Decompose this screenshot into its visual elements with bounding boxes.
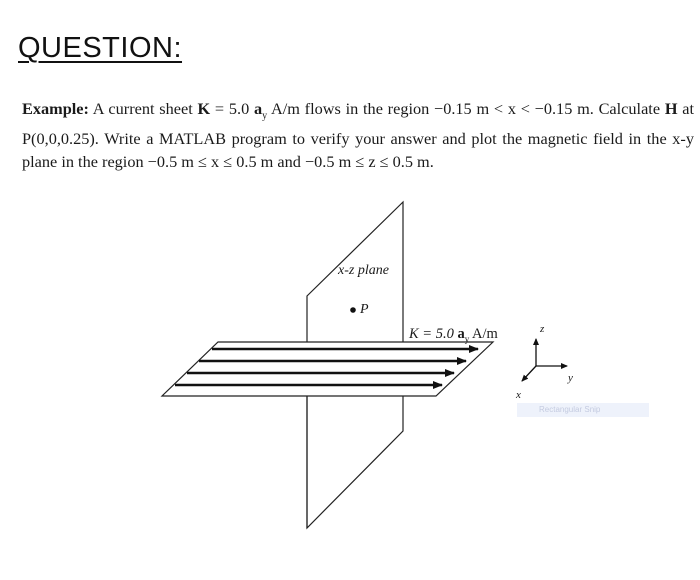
unit-vector-a: a [253,99,263,118]
axis-x-label: x [516,389,521,401]
line1-text-d: at [677,99,694,118]
line1-text-a: A current sheet [88,99,198,118]
sheet-label-unit: A/m [469,326,498,342]
axis-z-label: z [540,323,545,335]
problem-line-3: plane in the region −0.5 m ≤ x ≤ 0.5 m and −0.5 m ≤ z ≤ 0.5 m. [22,152,434,172]
unit-vector-subscript: y [262,110,268,122]
problem-line-2: P(0,0,0.25). Write a MATLAB program to verify your answer and plot the magnetic field in the x-y [22,129,694,149]
snip-watermark: Rectangular Snip [517,403,649,417]
sheet-label-k: K = 5.0 [409,326,458,342]
axis-x-arrow [522,366,536,381]
vector-H: H [664,99,678,118]
point-p-dot [350,307,356,313]
page-heading: QUESTION: [18,32,183,64]
line1-text-c: A/m flows in the region −0.15 m < x < −0.15 m. Calculate [267,99,665,118]
sheet-label-sub: y [464,334,470,344]
vector-K: K [197,99,211,118]
axis-y-label: y [568,372,573,384]
plane-label: x-z plane [338,263,389,278]
example-label: Example: [22,99,89,118]
sheet-label [408,326,499,344]
sheet-label-a: a [457,326,465,342]
line1-text-b: = 5.0 [210,99,254,118]
point-p-label: P [360,302,369,317]
